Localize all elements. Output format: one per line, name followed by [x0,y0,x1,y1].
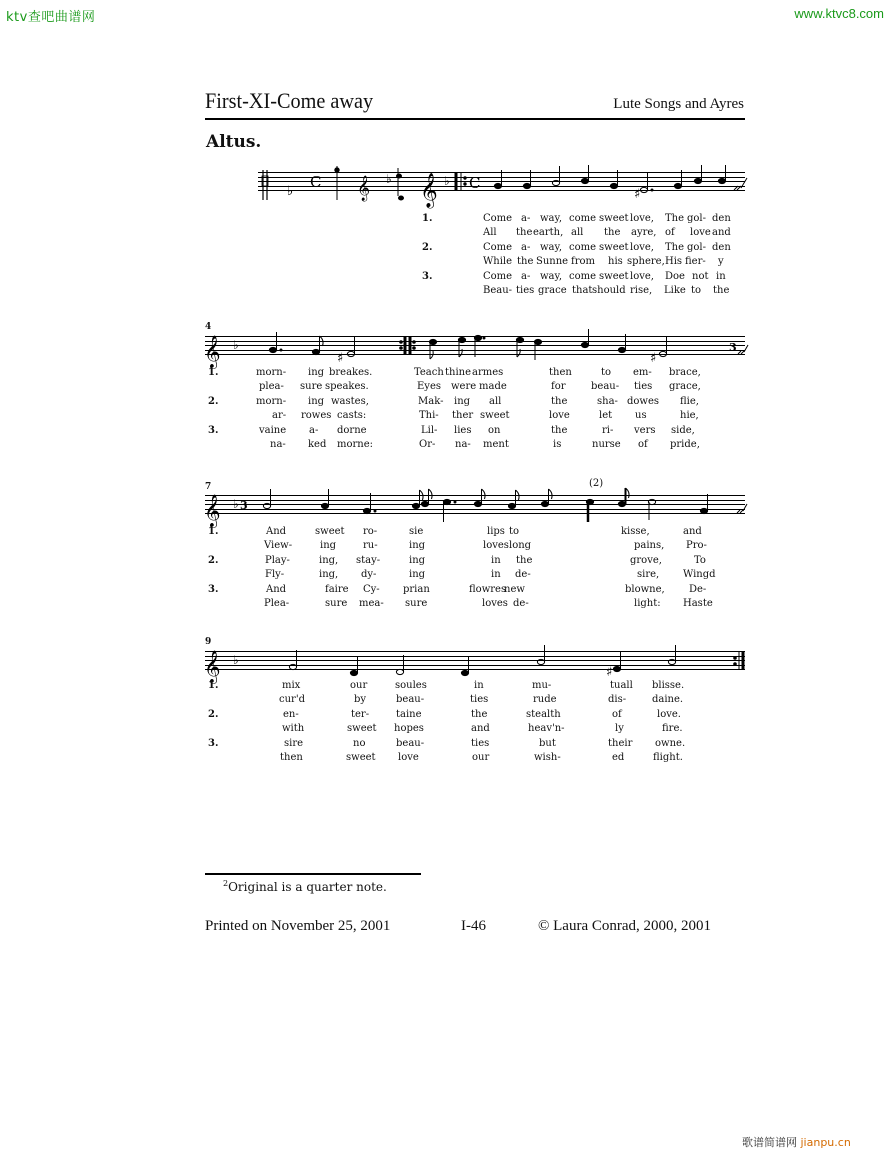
lyric-syllable: faire [325,583,349,595]
watermark-top-left: ktv查吧曲谱网 [6,10,96,25]
lyric-syllable: dy- [361,569,377,581]
lyric-syllable: Plea- [264,597,290,609]
lyric-syllable: ing [308,367,325,378]
svg-text:♭: ♭ [287,184,294,199]
lyric-syllable: sweet [346,751,376,763]
lyric-syllable: the [516,227,533,239]
lyric-syllable: ing [409,540,426,552]
svg-text:♭: ♭ [444,174,450,188]
lyric-syllable: kisse, [621,526,650,537]
svg-text:C: C [469,174,481,192]
lyric-syllable: stealth [526,708,561,720]
lyric-syllable: ing [454,395,471,407]
lyric-syllable: Lil- [421,424,438,436]
lyric-syllable: sire [284,737,304,749]
lyric-syllable: then [280,751,303,763]
lyric-line [206,737,746,751]
lyric-syllable: gol- [687,241,706,253]
lyric-syllable: made [479,381,507,393]
lyric-syllable: rowes [301,410,332,422]
collection-title: Lute Songs and Ayres [613,96,744,112]
lyric-syllable: hie, [680,410,699,422]
lyric-syllable: fire. [662,723,683,735]
lyric-syllable: ked [308,438,327,450]
lyric-syllable: prian [403,583,430,595]
lyric-syllable: in [474,680,484,691]
watermark-bottom-right [742,1134,851,1150]
lyric-syllable: Thi- [419,410,439,422]
lyric-syllable: loves [482,597,508,609]
lyric-syllable: Come [483,213,513,224]
lyric-syllable: sure [300,381,323,393]
lyric-syllable: De- [689,583,707,595]
page-number: I-46 [461,918,486,934]
lyric-syllable: way, [540,270,563,282]
lyrics-system-4 [206,679,746,765]
lyric-syllable: den [712,213,731,224]
measure-number: 9 [205,637,212,647]
svg-text:3: 3 [240,499,248,512]
lyric-syllable: gol- [687,213,706,224]
lyric-line [206,693,746,707]
lyric-syllable: dorne [337,424,367,436]
lyric-syllable: owne. [655,737,686,749]
lyric-syllable: and [471,723,490,735]
lyric-line [206,722,746,736]
lyric-syllable: blisse. [652,680,685,691]
lyric-syllable: And [266,583,287,595]
verse-number: 3. [422,270,433,282]
lyric-syllable: en- [283,708,299,720]
lyric-syllable: morn- [256,367,287,378]
lyric-syllable: plea- [259,381,284,393]
lyric-syllable: beau- [396,737,425,749]
verse-number: 2. [422,241,433,253]
svg-text:♯: ♯ [650,351,657,366]
verse-number: 2. [208,554,219,566]
lyric-syllable: a- [521,213,531,224]
lyric-syllable: dis- [608,694,627,706]
footnote-marker: (2) [589,478,604,489]
lyric-syllable: sie [409,526,424,537]
lyric-syllable: Teach [414,367,444,378]
lyric-syllable: dowes [627,395,660,407]
verse-number: 2. [208,395,219,407]
lyric-line [206,708,746,722]
lyric-syllable: View- [264,540,293,552]
lyric-syllable: to [691,284,702,296]
svg-text:C: C [310,173,322,191]
page-title: First-XI-Come away [205,88,374,113]
lyric-syllable: na- [455,438,471,450]
lyric-syllable: jianpu.cn [800,1136,851,1149]
lyric-syllable: Beau- [483,284,513,296]
verse-number: 1. [422,213,433,224]
lyric-syllable: sweet [599,213,629,224]
verse-number: 1. [208,526,219,537]
lyric-syllable: ly [615,723,624,735]
svg-text:♭: ♭ [386,172,392,186]
lyric-syllable: in [491,569,501,581]
lyric-syllable: love, [630,270,654,282]
lyric-syllable: While [483,256,513,268]
lyric-syllable: should [592,284,626,296]
lyric-syllable: And [266,526,287,537]
lyric-syllable: ties [470,694,489,706]
lyric-syllable: Or- [419,438,436,450]
lyric-syllable: em- [633,367,652,378]
lyric-syllable: Like [664,284,686,296]
verse-number: 3. [208,583,219,595]
lyric-syllable: ed [612,751,625,763]
verse-number: 3. [208,424,219,436]
lyric-syllable: blowne, [625,583,665,595]
lyric-syllable: wish- [534,751,561,763]
footnote-number: 2 [223,879,229,888]
lyric-syllable: come [569,241,597,253]
verse-number: 1. [208,367,219,378]
lyric-syllable: armes [472,367,504,378]
lyric-syllable: to [601,367,612,378]
lyric-syllable: soules [395,680,427,691]
lyric-syllable: love [398,751,419,763]
lyric-syllable: with [282,723,305,735]
lyric-syllable: sha- [597,395,618,407]
lyric-syllable: flight. [653,751,683,763]
lyric-syllable: sweet [347,723,377,735]
lyric-syllable: Come [483,270,513,282]
lyric-syllable: let [599,410,613,422]
lyric-syllable: the [551,424,568,436]
lyric-syllable: All [483,227,497,239]
footnote-rule [205,873,421,875]
lyric-syllable: mu- [532,680,552,691]
lyric-syllable: no [353,737,366,749]
lyric-syllable: rise, [630,284,653,296]
part-name: Altus. [206,132,262,152]
lyric-syllable: of [638,438,648,450]
lyric-syllable: ayre, [631,227,657,239]
lyric-syllable: lips [487,526,505,537]
lyric-syllable: Cy- [363,583,380,595]
lyric-syllable: breakes. [329,367,373,378]
lyric-syllable: lies [454,424,472,436]
lyric-syllable: sphere, [627,256,665,268]
lyric-syllable: a- [521,241,531,253]
lyric-syllable: love. [657,708,681,720]
lyric-syllable: de- [515,569,531,581]
watermark-top-right: www.ktvc8.com [794,6,884,21]
verse-number: 1. [208,680,219,691]
lyric-syllable: ing [320,540,337,552]
lyric-syllable: from [571,256,595,268]
lyric-syllable: flowres [469,583,507,595]
lyric-syllable: come [569,213,597,224]
lyric-syllable: our [350,680,368,691]
svg-text:♯: ♯ [606,665,613,680]
lyric-syllable: way, [540,241,563,253]
lyric-syllable: then [549,367,572,378]
lyric-syllable: new [504,583,525,595]
lyric-syllable: love [549,410,570,422]
svg-text:3: 3 [729,341,737,354]
lyric-syllable: taine [396,708,422,720]
lyric-syllable: fier- [685,256,706,268]
lyric-line [206,679,746,693]
lyric-syllable: ing [308,395,325,407]
lyric-syllable: long [509,540,532,552]
lyric-syllable: beau- [396,694,425,706]
lyric-syllable: but [539,737,556,749]
lyric-syllable: come [569,270,597,282]
lyric-syllable: to [509,526,520,537]
lyric-syllable: loves [483,540,509,552]
lyric-syllable: Haste [683,597,713,609]
lyric-syllable: sweet [599,241,629,253]
lyric-syllable: nurse [592,438,621,450]
lyric-syllable: were [451,381,477,393]
lyric-syllable: the [471,708,488,720]
lyric-syllable: To [694,554,706,566]
lyric-syllable: their [608,737,633,749]
lyric-syllable: Mak- [418,395,444,407]
lyric-syllable: hopes [394,723,424,735]
svg-text:𝄞: 𝄞 [204,335,221,368]
lyric-syllable: ing, [319,554,339,566]
lyric-syllable: Fly- [265,569,285,581]
lyric-syllable: sure [325,597,348,609]
lyric-syllable: of [612,708,622,720]
lyric-syllable: stay- [356,554,381,566]
lyric-syllable: all [571,227,584,239]
lyric-syllable: the [516,554,533,566]
lyric-syllable: for [551,381,566,393]
lyric-syllable: Sunne [536,256,569,268]
lyric-syllable: love [690,227,711,239]
lyric-syllable: in [716,270,726,282]
lyric-syllable: is [553,438,562,450]
lyric-syllable: way, [540,213,563,224]
lyric-syllable: speakes. [325,381,369,393]
verse-number: 3. [208,737,219,749]
measure-number: 4 [205,322,212,332]
lyric-syllable: and [712,227,731,239]
lyric-syllable: ing, [319,569,339,581]
lyric-syllable: heav'n- [528,723,565,735]
lyric-syllable: den [712,241,731,253]
lyric-syllable: our [472,751,490,763]
lyric-syllable: grace, [669,381,701,393]
lyric-syllable: that [572,284,593,296]
lyric-syllable: The [665,241,685,253]
lyric-syllable: rude [533,694,557,706]
lyric-syllable: the [713,284,730,296]
verse-number: 2. [208,708,219,720]
lyric-syllable: wastes, [331,395,369,407]
svg-text:𝄞: 𝄞 [420,173,438,208]
lyric-syllable: ri- [602,424,614,436]
svg-text:♭: ♭ [233,497,239,511]
lyric-syllable: earth, [533,227,564,239]
footnote [223,879,387,894]
lyric-syllable: His [665,256,683,268]
lyric-syllable: Wingd [683,569,716,581]
lyric-syllable: sweet [315,526,345,537]
lyric-syllable: sure [405,597,428,609]
lyric-syllable: casts: [337,410,367,422]
lyric-syllable: flie, [680,395,699,407]
lyric-syllable: ter- [351,708,370,720]
lyric-syllable: light: [634,597,661,609]
lyric-syllable: sire, [637,569,660,581]
svg-text:𝄞: 𝄞 [357,176,371,201]
lyric-syllable: The [665,213,685,224]
lyric-syllable: Doe [665,270,685,282]
lyric-syllable: grove, [630,554,662,566]
lyric-syllable: ties [516,284,535,296]
lyric-syllable: Pro- [686,540,707,552]
lyric-syllable: Come [483,241,513,253]
lyric-syllable: the [517,256,534,268]
lyric-syllable: love, [630,241,654,253]
copyright: © Laura Conrad, 2000, 2001 [538,918,712,934]
printed-date: Printed on November 25, 2001 [205,918,391,934]
lyric-syllable: mea- [359,597,384,609]
lyric-syllable: na- [270,438,286,450]
lyric-syllable: ro- [363,526,378,537]
lyric-syllable: his [608,256,623,268]
lyric-syllable: brace, [669,367,701,378]
lyric-syllable: us [635,410,647,422]
lyric-syllable: daine. [652,694,684,706]
lyric-syllable: ar- [272,410,287,422]
lyric-syllable: sweet [480,410,510,422]
lyric-syllable: a- [521,270,531,282]
lyric-syllable: and [683,526,702,537]
svg-text:♯: ♯ [337,351,344,366]
lyric-syllable: not [692,270,709,282]
lyric-syllable: cur'd [279,694,305,706]
lyric-syllable: ing [409,554,426,566]
lyric-syllable: ties [471,737,490,749]
lyric-syllable: vaine [259,424,287,436]
lyric-syllable: morn- [256,395,287,407]
lyric-syllable: in [491,554,501,566]
lyric-syllable: a- [309,424,319,436]
lyric-syllable: ther [452,410,474,422]
lyric-syllable: 歌谱简谱网 [742,1136,797,1149]
lyric-syllable: by [354,694,367,706]
lyric-syllable: of [665,227,675,239]
lyric-syllable: the [551,395,568,407]
lyric-syllable: grace [538,284,567,296]
lyric-syllable: ing [409,569,426,581]
lyric-syllable: morne: [337,438,374,450]
lyric-syllable: ment [483,438,509,450]
lyric-syllable: de- [513,597,529,609]
lyric-syllable: love, [630,213,654,224]
lyric-syllable: all [489,395,502,407]
lyric-syllable: tuall [610,680,633,691]
lyric-syllable: sweet [599,270,629,282]
lyric-syllable: vers [634,424,656,436]
svg-text:♭: ♭ [233,338,239,352]
lyric-syllable: beau- [591,381,620,393]
lyric-syllable: ties [634,381,653,393]
lyric-syllable: pains, [634,540,665,552]
svg-text:♯: ♯ [634,187,641,202]
lyric-syllable: mix [282,680,301,691]
svg-text:𝄞: 𝄞 [204,650,221,683]
lyric-syllable: the [604,227,621,239]
lyric-syllable: thine [445,367,472,378]
svg-text:𝄞: 𝄞 [204,494,221,527]
lyric-syllable: side, [671,424,695,436]
lyric-syllable: Eyes [417,381,441,393]
svg-text:♭: ♭ [233,653,239,667]
lyric-syllable: Play- [265,554,290,566]
lyric-syllable: ru- [363,540,378,552]
lyric-line [206,751,746,765]
lyric-syllable: pride, [670,438,700,450]
lyric-syllable: on [488,424,501,436]
lyric-syllable: y [718,256,724,268]
measure-number: 7 [205,482,212,492]
footnote-text: Original is a quarter note. [228,880,387,894]
